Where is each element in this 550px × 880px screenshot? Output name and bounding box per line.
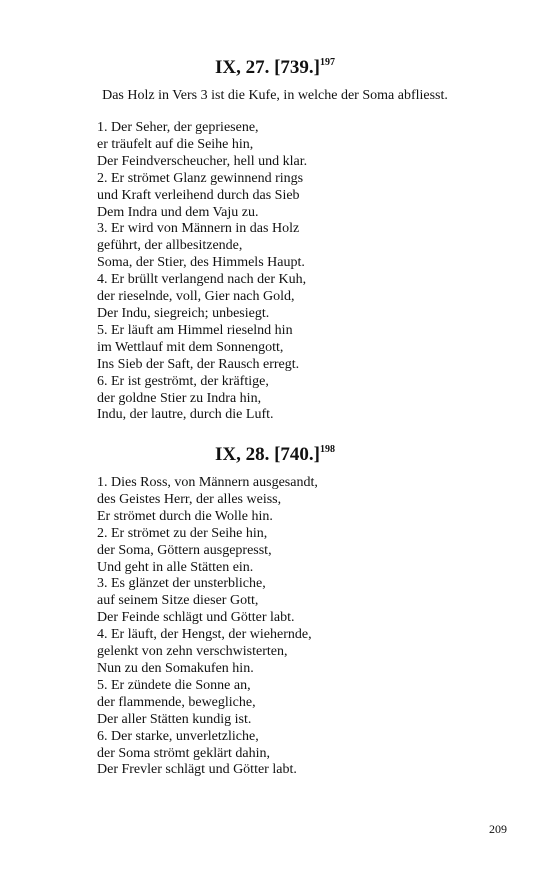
hymn-heading-ix-27	[0, 57, 550, 79]
verse-line: der flammende, bewegliche,	[97, 694, 256, 710]
verse-line: Der Feinde schlägt und Götter labt.	[97, 610, 295, 626]
verse-line: Der Feindverscheucher, hell und klar.	[97, 153, 308, 169]
verse-line: Der Indu, siegreich; unbesiegt.	[97, 305, 270, 321]
verse-line: Der aller Stätten kundig ist.	[97, 711, 252, 727]
verse-line: Ins Sieb der Saft, der Rausch erregt.	[97, 356, 300, 372]
verse-line: auf seinem Sitze dieser Gott,	[97, 593, 259, 609]
verse-line: Und geht in alle Stätten ein.	[97, 559, 254, 575]
verse-line: 3. Er wird von Männern in das Holz	[97, 221, 300, 237]
verse-line: 5. Er läuft am Himmel rieselnd hin	[97, 322, 293, 338]
verse-line: des Geistes Herr, der alles weiss,	[97, 491, 282, 507]
verse-line: 6. Er ist geströmt, der kräftige,	[97, 373, 269, 389]
verse-line: 1. Der Seher, der gepriesene,	[97, 120, 259, 135]
verse-line: 1. Dies Ross, von Männern ausgesandt,	[97, 475, 318, 490]
hymn-note: Das Holz in Vers 3 ist die Kufe, in welche der Soma abfliesst.	[102, 88, 448, 103]
verse-line: der goldne Stier zu Indra hin,	[97, 390, 262, 406]
verse-line: 2. Er strömet Glanz gewinnend rings	[97, 170, 304, 186]
verse-line: der rieselnde, voll, Gier nach Gold,	[97, 289, 295, 305]
verse-line: Dem Indra und dem Vaju zu.	[97, 204, 259, 220]
verse-line: Soma, der Stier, des Himmels Haupt.	[97, 255, 305, 271]
verse-line: Er strömet durch die Wolle hin.	[97, 508, 273, 524]
verse-line: 3. Es glänzet der unsterbliche,	[97, 576, 266, 592]
footnote-ref: 198	[320, 444, 336, 455]
verse-line: er träufelt auf die Seihe hin,	[97, 136, 254, 152]
verse-line: 4. Er läuft, der Hengst, der wiehernde,	[97, 627, 312, 643]
verse-line: Nun zu den Somakufen hin.	[97, 660, 254, 676]
hymn-heading-text: IX, 28. [740.]	[214, 444, 321, 465]
verse-line: der Soma strömt geklärt dahin,	[97, 745, 271, 761]
verse-line: im Wettlauf mit dem Sonnengott,	[97, 339, 284, 355]
verse-line: geführt, der allbesitzende,	[97, 238, 243, 254]
verse-line: 2. Er strömet zu der Seihe hin,	[97, 525, 268, 541]
verse-line: 5. Er zündete die Sonne an,	[97, 677, 251, 693]
verse-line: Der Frevler schlägt und Götter labt.	[97, 762, 297, 778]
hymn-heading-ix-28	[0, 444, 550, 466]
hymn-heading-text: IX, 27. [739.]	[214, 57, 321, 78]
verse-line: gelenkt von zehn verschwisterten,	[97, 644, 288, 660]
verse-line: Indu, der lautre, durch die Luft.	[97, 407, 274, 423]
verse-line: 6. Der starke, unverletzliche,	[97, 728, 259, 744]
verse-line: und Kraft verleihend durch das Sieb	[97, 187, 300, 203]
page-number: 209	[489, 822, 507, 836]
hymn-verses-ix-28	[97, 475, 318, 779]
hymn-verses-ix-27	[97, 120, 307, 424]
footnote-ref: 197	[320, 57, 336, 68]
verse-line: 4. Er brüllt verlangend nach der Kuh,	[97, 272, 307, 288]
verse-line: der Soma, Göttern ausgepresst,	[97, 542, 272, 558]
